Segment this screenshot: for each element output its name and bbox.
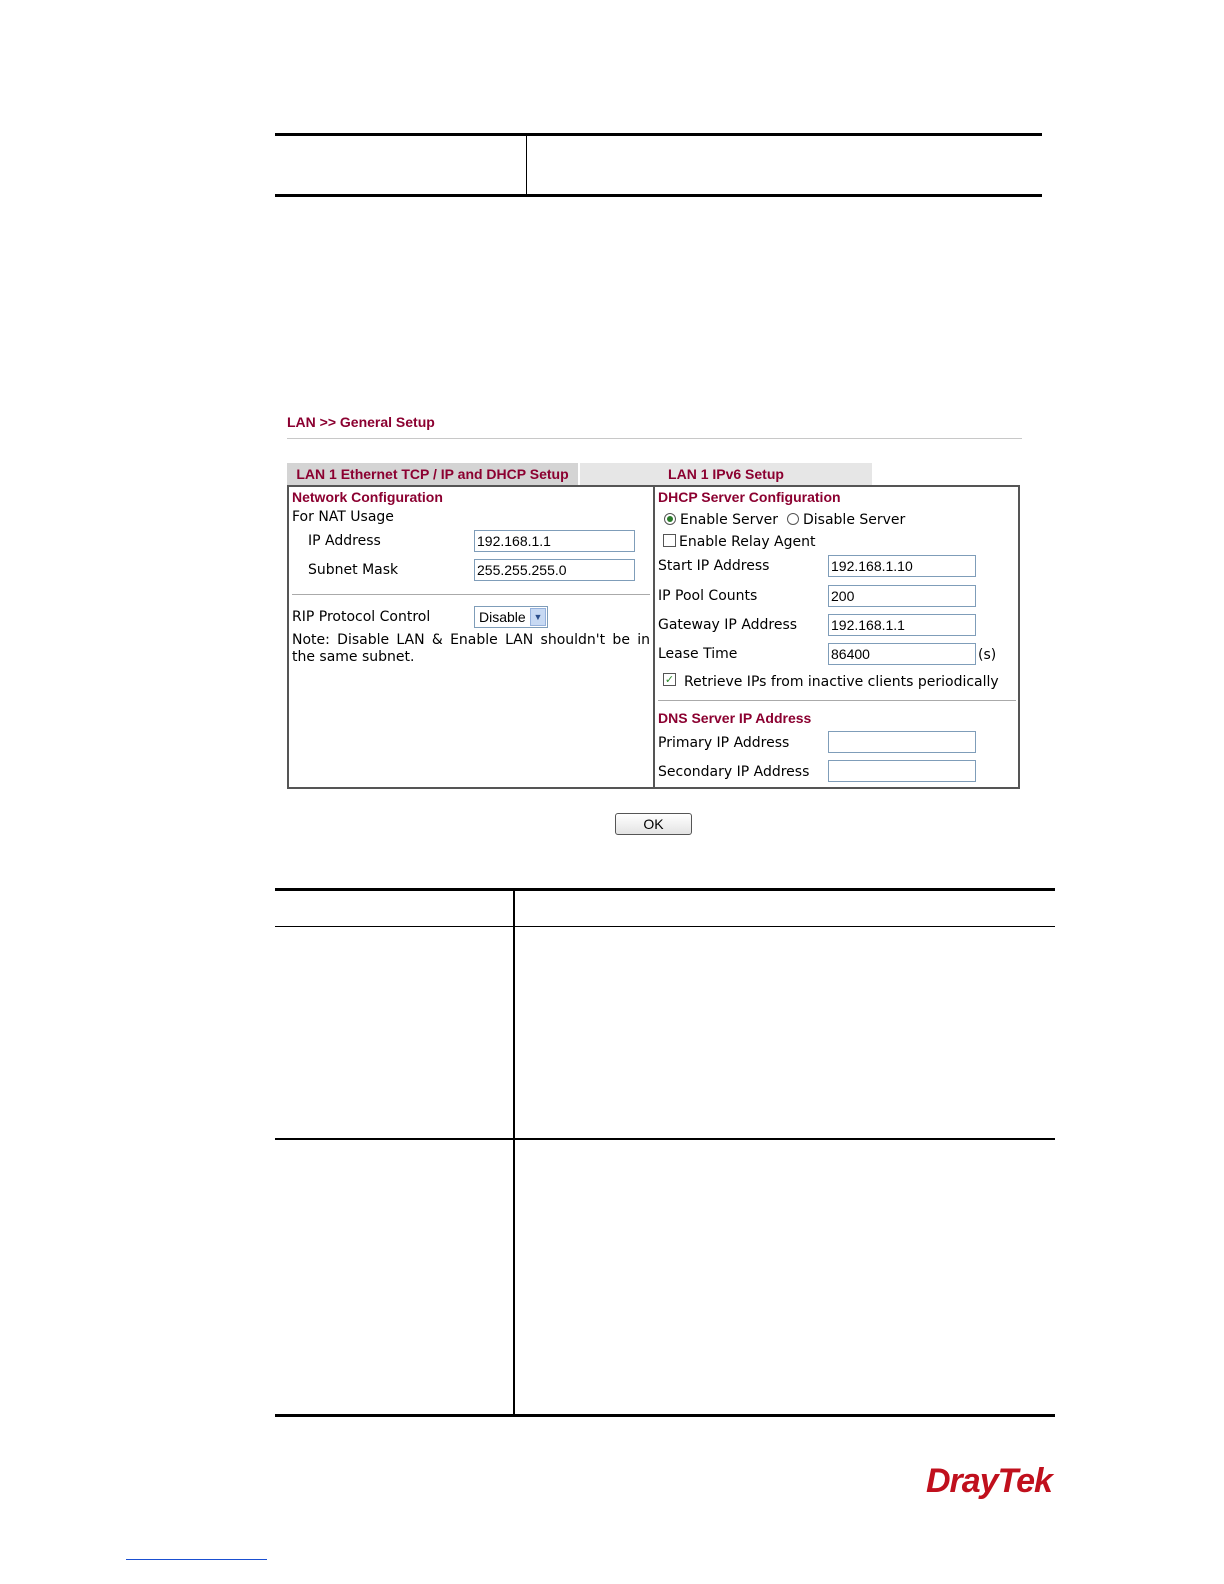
start-ip-label: Start IP Address xyxy=(658,558,770,574)
dhcp-config-heading: DHCP Server Configuration xyxy=(658,489,841,505)
gateway-ip-label: Gateway IP Address xyxy=(658,617,798,633)
title-divider xyxy=(287,438,1022,439)
rip-protocol-select[interactable] xyxy=(474,606,548,628)
disable-server-radio[interactable] xyxy=(787,513,799,525)
panel-column-divider xyxy=(653,486,655,789)
enable-server-radio[interactable] xyxy=(664,513,676,525)
secondary-dns-label: Secondary IP Address xyxy=(658,764,810,780)
draytek-logo: DrayTek xyxy=(926,1462,1052,1500)
primary-dns-input[interactable] xyxy=(828,731,976,753)
chevron-down-icon[interactable]: ▼ xyxy=(530,608,546,626)
top-table-rule-top xyxy=(275,133,1042,136)
rip-protocol-label: RIP Protocol Control xyxy=(292,609,431,625)
tab-lan1-ethernet[interactable]: LAN 1 Ethernet TCP / IP and DHCP Setup xyxy=(287,463,578,485)
retrieve-ips-label: Retrieve IPs from inactive clients periodically xyxy=(684,674,999,690)
dns-heading: DNS Server IP Address xyxy=(658,710,812,726)
top-table-divider xyxy=(526,136,527,195)
pool-counts-input[interactable]: 200 xyxy=(828,585,976,607)
page-title: LAN >> General Setup xyxy=(287,414,435,430)
enable-server-label: Enable Server xyxy=(680,512,779,528)
checkmark-icon: ✓ xyxy=(664,673,675,686)
network-config-heading: Network Configuration xyxy=(292,489,443,505)
subnet-mask-label: Subnet Mask xyxy=(308,562,399,578)
desc-table-row-rule xyxy=(275,1138,1055,1140)
rip-protocol-value: Disable xyxy=(479,609,526,625)
tab-lan1-ipv6[interactable]: LAN 1 IPv6 Setup xyxy=(580,463,872,485)
gateway-ip-input[interactable]: 192.168.1.1 xyxy=(828,614,976,636)
subnet-note: Note: Disable LAN & Enable LAN shouldn't be in the same subnet. xyxy=(292,632,650,665)
network-separator xyxy=(292,594,650,595)
lease-time-unit: (s) xyxy=(978,647,997,663)
pool-counts-label: IP Pool Counts xyxy=(658,588,758,604)
disable-server-label: Disable Server xyxy=(803,512,906,528)
ip-address-input[interactable]: 192.168.1.1 xyxy=(474,530,635,552)
desc-table-header-rule xyxy=(275,926,1055,927)
desc-table-rule-bottom xyxy=(275,1414,1055,1417)
lease-time-label: Lease Time xyxy=(658,646,738,662)
lease-time-input[interactable]: 86400 xyxy=(828,643,976,665)
primary-dns-label: Primary IP Address xyxy=(658,735,790,751)
relay-agent-checkbox[interactable] xyxy=(663,534,676,547)
top-table-rule-bottom xyxy=(275,194,1042,197)
relay-agent-label: Enable Relay Agent xyxy=(679,534,816,550)
secondary-dns-input[interactable] xyxy=(828,760,976,782)
desc-table-divider xyxy=(513,891,515,1415)
retrieve-ips-checkbox[interactable] xyxy=(663,673,676,686)
nat-usage-label: For NAT Usage xyxy=(292,509,394,525)
start-ip-input[interactable]: 192.168.1.10 xyxy=(828,555,976,577)
ok-button[interactable]: OK xyxy=(615,813,692,835)
subnet-mask-input[interactable]: 255.255.255.0 xyxy=(474,559,635,581)
ip-address-label: IP Address xyxy=(308,533,381,549)
desc-table-rule-top xyxy=(275,888,1055,891)
dhcp-separator xyxy=(658,700,1016,701)
footer-link-underline xyxy=(126,1559,267,1560)
